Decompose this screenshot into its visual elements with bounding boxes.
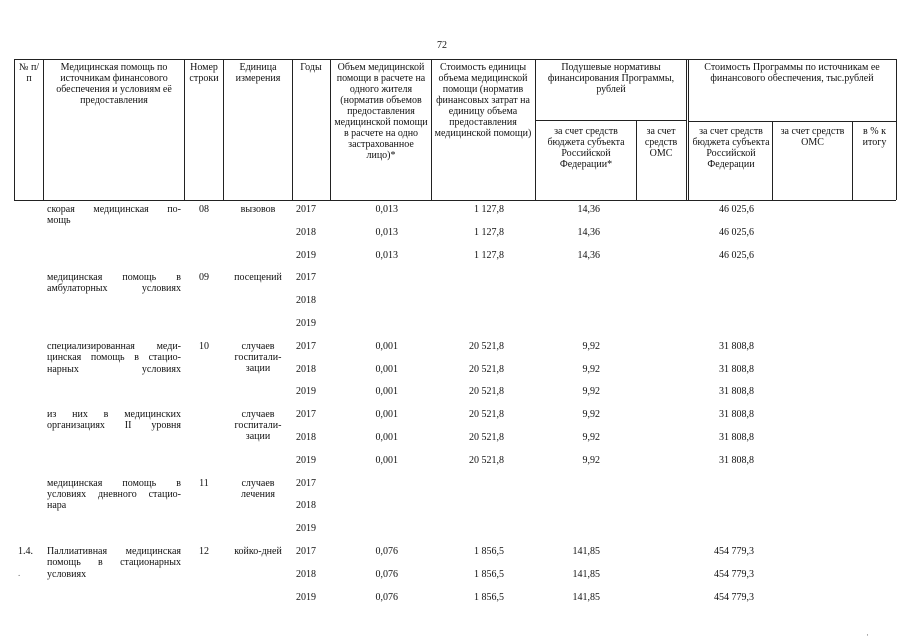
header-number: № п/п [18,62,40,84]
header-line-number: Номер строки [189,62,219,84]
col-line-2 [184,59,185,200]
cell-unit: случаев [241,477,275,489]
scan-mark-left: . [18,568,21,578]
cell-label2: цинская помощь в стацио- [47,351,181,363]
cell-cost: 20 521,8 [469,386,504,398]
cell-budget: 9,92 [582,340,600,352]
cell-cost: 1 127,8 [474,204,504,215]
cell-cost: 1 856,5 [474,591,504,603]
cell-label: из них в медицинских [47,409,181,421]
cell-cost: 1 856,5 [474,568,504,580]
subheader-oms-1: за счет средств ОМС [644,126,678,159]
cell-unit: случаев [241,409,275,421]
cell-year: 2018 [296,432,316,443]
col-line-12 [896,59,897,200]
cell-budget: 141,85 [572,591,600,603]
cell-label2: помощь в стационарных [47,557,181,568]
cell-num: 1.4. [18,546,33,557]
cell-volume: 0,001 [375,432,398,443]
cell-year: 2017 [296,340,316,352]
cell-line: 11 [199,477,209,489]
cell-volume: 0,001 [375,363,398,375]
cell-year: 2018 [296,363,316,375]
col-line-1 [43,59,44,200]
subheader-line-b [688,121,896,122]
header-unit: Единица измерения [235,62,281,84]
cell-label: скорая медицинская по- [47,204,181,215]
cell-budget: 9,92 [582,432,600,443]
cell-year: 2017 [296,477,316,489]
col-line-6 [431,59,432,200]
cell-budget: 141,85 [572,568,600,580]
col-line-10 [772,121,773,200]
cell-budget: 9,92 [582,409,600,421]
cell-label2: условиях дневного стацио- [47,488,181,500]
cell-program-cost: 46 025,6 [719,226,754,238]
cell-volume: 0,001 [375,386,398,398]
col-line-7 [535,59,536,200]
cell-cost: 1 856,5 [474,546,504,557]
cell-program-cost: 46 025,6 [719,204,754,215]
col-line-0 [14,59,15,200]
header-unit-cost: Стоимость единицы объема медицинской помощи (норматив финансовых затрат на единицу объема предоставления медицинской помощи) [434,62,532,139]
cell-cost: 1 127,8 [474,249,504,261]
cell-cost: 20 521,8 [469,340,504,352]
cell-year: 2019 [296,454,316,466]
cell-unit2: лечения [241,488,275,500]
cell-line: 12 [199,546,209,557]
cell-program-cost: 46 025,6 [719,249,754,261]
col-line-9 [686,59,687,200]
cell-label: условиях [47,568,87,580]
col-line-8 [636,120,637,200]
cell-year: 2018 [296,500,316,512]
header-years: Годы [300,62,322,73]
cell-budget: 14,36 [577,226,600,238]
cell-unit3: зации [245,431,271,443]
cell-year: 2018 [296,568,316,580]
cell-program-cost: 31 808,8 [719,454,754,466]
cell-budget: 14,36 [577,249,600,261]
cell-cost: 1 127,8 [474,226,504,238]
cell-unit: случаев [241,340,275,352]
cell-label: Паллиативная медицинская [47,546,181,557]
subheader-budget-1: за счет средств бюджета субъекта Российской Федерации* [547,126,625,170]
cell-volume: 0,013 [375,226,398,238]
page-number: 72 [437,40,447,51]
cell-program-cost: 31 808,8 [719,386,754,398]
cell-budget: 9,92 [582,363,600,375]
cell-year: 2019 [296,318,316,329]
cell-year: 2019 [296,249,316,261]
cell-label: нарных условиях [47,363,181,375]
cell-volume: 0,001 [375,454,398,466]
cell-line: 10 [199,340,209,352]
cell-volume: 0,001 [375,409,398,421]
cell-cost: 20 521,8 [469,409,504,421]
cell-cost: 20 521,8 [469,363,504,375]
cell-cost: 20 521,8 [469,432,504,443]
col-line-4 [292,59,293,200]
cell-program-cost: 31 808,8 [719,363,754,375]
cell-volume: 0,013 [375,204,398,215]
cell-year: 2019 [296,591,316,603]
header-per-capita: Подушевые нормативы финансирования Программы, рублей [547,62,675,95]
cell-label: медицинская помощь в [47,272,181,284]
cell-year: 2018 [296,226,316,238]
cell-label: нара [47,500,67,512]
cell-year: 2017 [296,272,316,284]
cell-year: 2018 [296,295,316,307]
cell-unit3: зации [245,362,271,374]
cell-year: 2017 [296,204,316,215]
cell-year: 2019 [296,386,316,398]
cell-year: 2017 [296,546,316,557]
cell-label2: мощь [47,215,71,226]
cell-year: 2019 [296,523,316,535]
cell-volume: 0,013 [375,249,398,261]
header-bottom-line [14,200,896,201]
col-line-3 [223,59,224,200]
cell-volume: 0,076 [375,568,398,580]
header-volume: Объем медицинской помощи в расчете на одного жителя (норматив объемов предоставления медицинской помощи в расчете на одно застрахованное лицо)* [334,62,428,161]
cell-unit: посещений [234,272,282,284]
cell-budget: 14,36 [577,204,600,215]
cell-unit2: госпитали- [234,420,282,432]
cell-unit: койко-дней [234,546,282,557]
cell-unit: вызовов [240,204,276,215]
cell-program-cost: 31 808,8 [719,432,754,443]
cell-label: специализированная меди- [47,340,181,352]
cell-line: 09 [199,272,209,284]
subheader-oms-2: за счет средств ОМС [780,126,845,148]
header-program-cost: Стоимость Программы по источникам ее финансового обеспечения, тыс.рублей [704,62,880,84]
col-line-5 [330,59,331,200]
cell-unit2: госпитали- [234,351,282,363]
cell-budget: 141,85 [572,546,600,557]
cell-volume: 0,001 [375,340,398,352]
cell-program-cost: 31 808,8 [719,340,754,352]
header-top-line [14,59,896,60]
cell-label2: амбулаторных условиях [47,283,181,295]
cell-budget: 9,92 [582,454,600,466]
scan-mark-right: · [866,630,869,640]
cell-cost: 20 521,8 [469,454,504,466]
cell-line: 08 [199,204,209,215]
subheader-line-a [535,120,686,121]
cell-year: 2017 [296,409,316,421]
cell-volume: 0,076 [375,591,398,603]
cell-label2: организациях II уровня [47,420,181,432]
cell-program-cost: 454 779,3 [714,568,754,580]
cell-volume: 0,076 [375,546,398,557]
cell-program-cost: 454 779,3 [714,591,754,603]
subheader-budget-2: за счет средств бюджета субъекта Российской Федерации [692,126,770,170]
cell-program-cost: 31 808,8 [719,409,754,421]
cell-label: медицинская помощь в [47,477,181,489]
cell-budget: 9,92 [582,386,600,398]
col-line-9b [688,59,689,200]
cell-program-cost: 454 779,3 [714,546,754,557]
subheader-percent: в % к итогу [862,126,887,148]
header-care-type: Медицинская помощь по источникам финансового обеспечения и условиям её предоставления [56,62,172,106]
col-line-11 [852,121,853,200]
